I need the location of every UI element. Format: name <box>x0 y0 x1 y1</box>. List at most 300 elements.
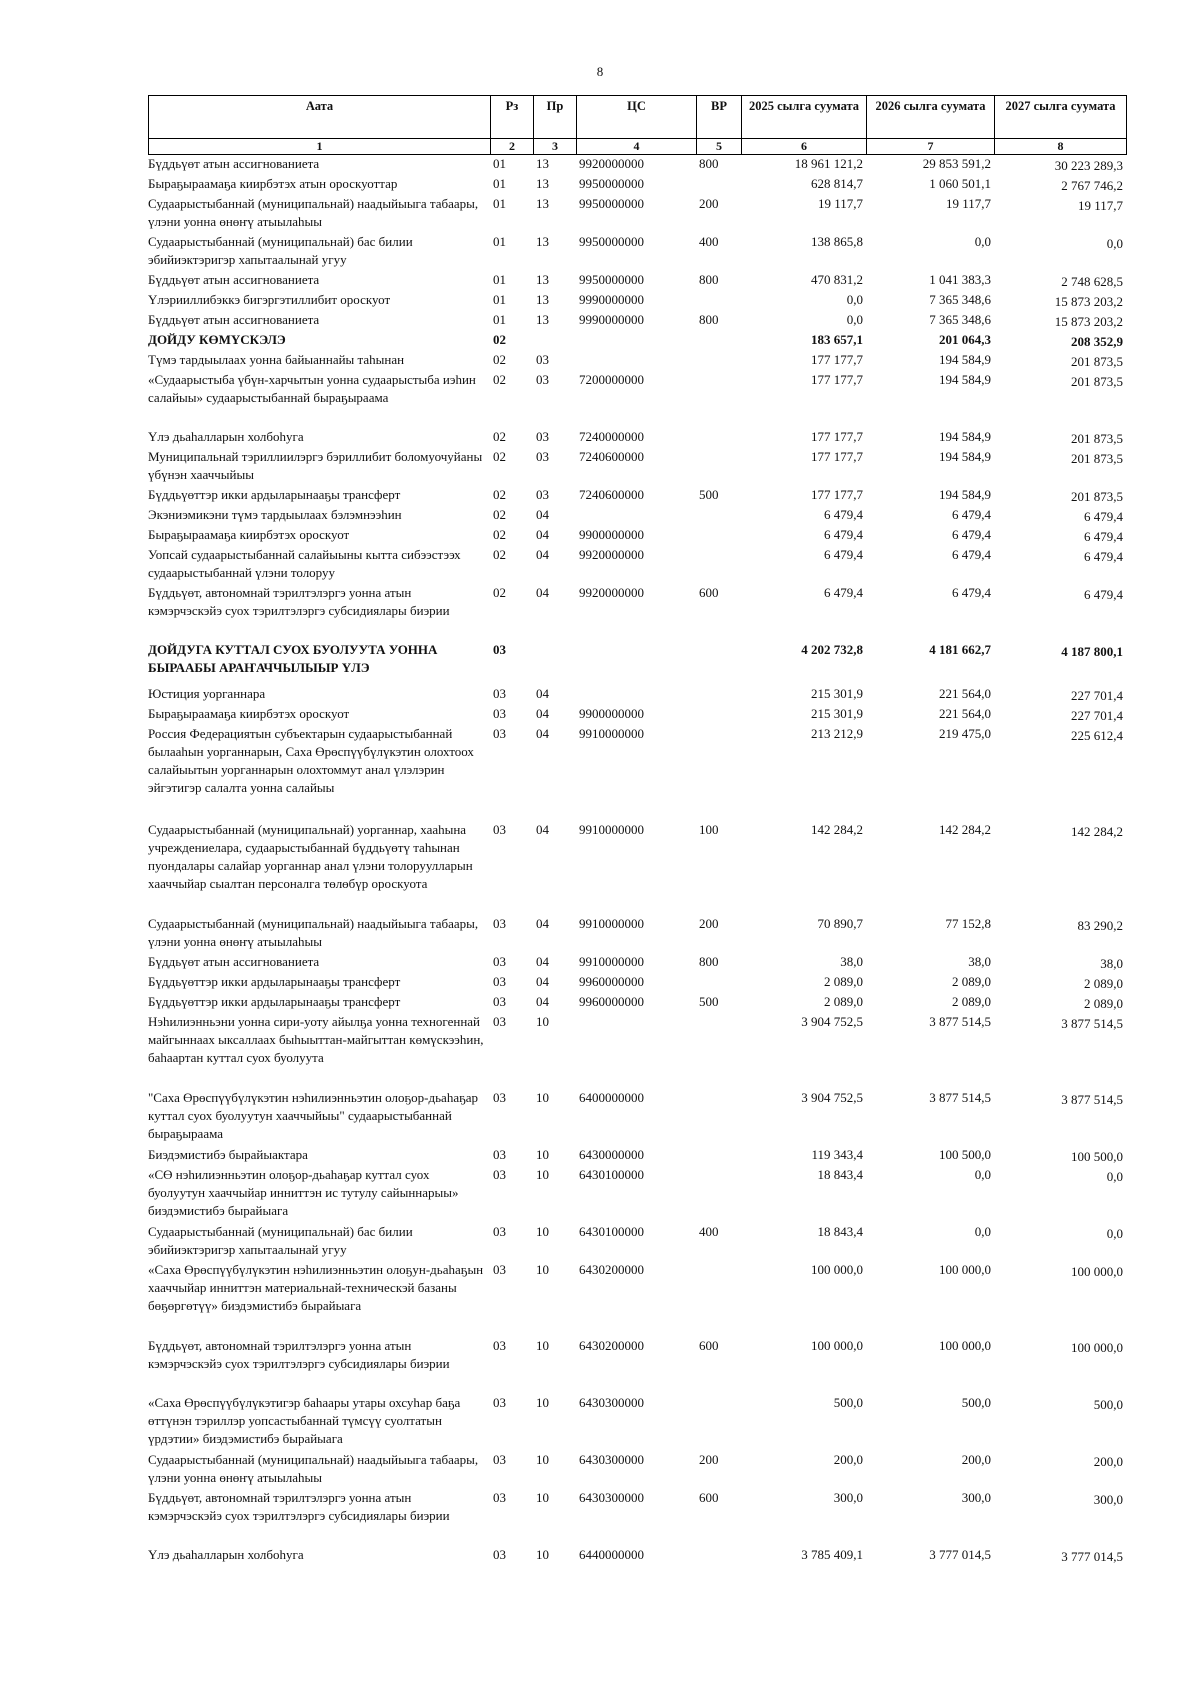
row-2025-cell: 470 831,2 <box>811 272 863 287</box>
row-pr-cell: 10 <box>536 1395 549 1410</box>
row-2026-cell: 194 584,9 <box>939 449 991 464</box>
table-row <box>148 705 1126 725</box>
row-2027-cell: 227 701,4 <box>1071 688 1123 703</box>
row-name-cell: Бүддьүөт атын ассигнованиета <box>148 156 320 171</box>
row-pr-cell: 13 <box>536 292 549 307</box>
row-pr-cell: 10 <box>536 1224 549 1239</box>
row-2027-cell: 19 117,7 <box>1077 198 1123 213</box>
col-number: 8 <box>995 139 1127 155</box>
page-number: 8 <box>596 64 604 79</box>
row-2027-cell: 227 701,4 <box>1071 708 1123 723</box>
row-name-cell: Быраҕыраамаҕа киирбэтэх ороскуот <box>148 527 350 542</box>
row-vr-cell <box>696 1261 741 1337</box>
row-name-cell: Юстиция уорганнара <box>148 686 266 701</box>
row-name-cell: Судаарыстыбаннай (муниципальнай) наадыйыыга табаары, үлэни уонна өнөҥү атыылаһыы <box>148 1452 479 1485</box>
row-2025-cell: 183 657,1 <box>811 332 863 347</box>
row-rz-cell: 02 <box>493 429 506 444</box>
row-rz-cell: 02 <box>493 332 506 347</box>
row-pr-cell: 04 <box>536 706 549 721</box>
row-name-cell: Судаарыстыбаннай (муниципальнай) наадыйыыга табаары, үлэни уонна өнөҥү атыылаһыы <box>148 916 479 949</box>
row-rz-cell: 02 <box>493 352 506 367</box>
row-name-cell: Бүддьүөттэр икки ардыларынааҕы трансферт <box>148 994 401 1009</box>
row-name-cell: Бүддьүөт атын ассигнованиета <box>148 272 320 287</box>
row-rz-cell: 01 <box>493 234 506 249</box>
row-name-cell: Нэһилиэнньэни уонна сири-уоту айылҕа уонна техногеннай майгыннаах ыксаллаах быһыыттан-майгыттан көмүскээһин, баһаартан куттал суох буолуута <box>148 1014 484 1065</box>
table-row <box>148 915 1126 953</box>
row-pr-cell <box>533 641 576 685</box>
row-2027-cell: 201 873,5 <box>1071 374 1123 389</box>
col-header-vr: ВР <box>697 96 742 139</box>
table-row <box>148 486 1126 506</box>
row-2026-cell: 0,0 <box>974 1167 991 1182</box>
row-2025-cell: 4 202 732,8 <box>801 642 863 657</box>
row-2025-cell: 19 117,7 <box>817 196 863 211</box>
row-2027-cell: 142 284,2 <box>1071 824 1123 839</box>
row-2025-cell: 177 177,7 <box>811 429 863 444</box>
row-cs-cell: 6430100000 <box>579 1224 644 1239</box>
row-2027-cell: 38,0 <box>1100 956 1123 971</box>
row-cs-cell: 9960000000 <box>579 994 644 1009</box>
row-2027-cell: 30 223 289,3 <box>1054 158 1123 173</box>
row-name-cell: «Саха Өрөспүүбүлүкэтигэр баһаары утары охсуһар баҕа өттүнэн тэриллэр уопсастыбаннай түмсүү суолтатын үрдэтии» биэдэмистибэ бырайыага <box>148 1395 461 1446</box>
row-cs-cell: 9960000000 <box>579 974 644 989</box>
table-row <box>148 1166 1126 1223</box>
row-vr-cell <box>696 351 741 371</box>
row-cs-cell: 6430200000 <box>579 1338 644 1353</box>
row-2027-cell: 201 873,5 <box>1071 354 1123 369</box>
row-cs-cell: 6400000000 <box>579 1090 644 1105</box>
col-header-rz: Рз <box>491 96 534 139</box>
row-2026-cell: 2 089,0 <box>952 974 991 989</box>
row-vr-cell: 800 <box>699 312 719 327</box>
row-name-cell: «СӨ нэһилиэнньэтин олоҕор-дьаһаҕар куттал суох буолуутун хааччыйар инниттэн ис тутулу сайыннарыы» биэдэмистибэ бырайыага <box>148 1167 459 1218</box>
row-rz-cell: 03 <box>493 1167 506 1182</box>
row-2025-cell: 177 177,7 <box>811 352 863 367</box>
table-row <box>148 973 1126 993</box>
row-2026-cell: 6 479,4 <box>952 585 991 600</box>
row-pr-cell: 10 <box>536 1167 549 1182</box>
row-2025-cell: 142 284,2 <box>811 822 863 837</box>
row-2027-cell: 83 290,2 <box>1077 918 1123 933</box>
row-vr-cell <box>696 175 741 195</box>
row-cs-cell: 6440000000 <box>579 1547 644 1562</box>
row-vr-cell <box>696 1546 741 1566</box>
row-name-cell: Бүддьүөт, автономнай тэрилтэлэргэ уонна атын кэмэрчэскэйэ суох тэрилтэлэргэ субсидиялары биэрии <box>148 585 450 618</box>
col-header-name: Аата <box>149 96 491 139</box>
col-number: 6 <box>742 139 867 155</box>
row-rz-cell: 02 <box>493 585 506 600</box>
table-row <box>148 371 1126 428</box>
row-2026-cell: 7 365 348,6 <box>929 292 991 307</box>
row-vr-cell <box>696 1146 741 1166</box>
row-2027-cell: 100 000,0 <box>1071 1340 1123 1355</box>
row-2026-cell: 221 564,0 <box>939 706 991 721</box>
row-cs-cell: 7240600000 <box>579 449 644 464</box>
row-vr-cell <box>696 685 741 705</box>
table-row <box>148 1261 1126 1337</box>
row-2026-cell: 200,0 <box>961 1452 991 1467</box>
row-pr-cell: 10 <box>536 1090 549 1105</box>
row-pr-cell: 04 <box>536 954 549 969</box>
row-cs-cell: 9900000000 <box>579 706 644 721</box>
row-2025-cell: 18 843,4 <box>817 1224 863 1239</box>
row-pr-cell: 13 <box>536 176 549 191</box>
row-2027-cell: 2 748 628,5 <box>1061 274 1123 289</box>
row-cs-cell <box>576 641 696 685</box>
row-rz-cell: 03 <box>493 954 506 969</box>
row-cs-cell: 6430300000 <box>579 1490 644 1505</box>
row-2027-cell: 201 873,5 <box>1071 431 1123 446</box>
row-2026-cell: 201 064,3 <box>939 332 991 347</box>
row-vr-cell: 200 <box>699 916 719 931</box>
row-vr-cell <box>696 428 741 448</box>
row-rz-cell: 03 <box>493 1547 506 1562</box>
row-2027-cell: 3 877 514,5 <box>1061 1016 1123 1031</box>
row-pr-cell: 04 <box>536 547 549 562</box>
row-2025-cell: 119 343,4 <box>811 1147 863 1162</box>
row-rz-cell: 03 <box>493 706 506 721</box>
row-2025-cell: 215 301,9 <box>811 706 863 721</box>
table-row <box>148 506 1126 526</box>
row-cs-cell: 9900000000 <box>579 527 644 542</box>
row-name-cell: Россия Федерациятын субъектарын судаарыстыбаннай былааһын уорганнарын, Саха Өрөспүүбүлүкэтин олохтоох салайыытын уорганнарын олохтоммут анал үлэлэрин эйгэтигэр салалта уонна салайыы <box>148 726 474 795</box>
row-2027-cell: 201 873,5 <box>1071 489 1123 504</box>
row-2025-cell: 500,0 <box>833 1395 863 1410</box>
table-row <box>148 546 1126 584</box>
row-pr-cell: 10 <box>536 1452 549 1467</box>
row-vr-cell: 400 <box>699 1224 719 1239</box>
row-2026-cell: 19 117,7 <box>945 196 991 211</box>
row-2026-cell: 7 365 348,6 <box>929 312 991 327</box>
row-2026-cell: 194 584,9 <box>939 352 991 367</box>
row-2025-cell: 2 089,0 <box>824 994 863 1009</box>
row-2026-cell: 194 584,9 <box>939 429 991 444</box>
row-pr-cell: 03 <box>536 429 549 444</box>
row-2025-cell: 100 000,0 <box>811 1338 863 1353</box>
row-vr-cell <box>696 546 741 584</box>
row-pr-cell: 13 <box>536 234 549 249</box>
row-cs-cell: 7200000000 <box>579 372 644 387</box>
row-2025-cell: 177 177,7 <box>811 487 863 502</box>
col-number: 4 <box>577 139 697 155</box>
row-2027-cell: 6 479,4 <box>1084 549 1123 564</box>
row-pr-cell: 04 <box>536 585 549 600</box>
row-2026-cell: 38,0 <box>968 954 991 969</box>
col-header-2027: 2027 сылга суумата <box>995 96 1127 139</box>
row-pr-cell: 04 <box>536 974 549 989</box>
row-2027-cell: 100 500,0 <box>1071 1149 1123 1164</box>
row-2025-cell: 18 843,4 <box>817 1167 863 1182</box>
row-name-cell: «Саха Өрөспүүбүлүкэтин нэһилиэнньэтин олоҕун-дьаһаҕын хааччыйар инниттэн материальнай-техническэй базаны бөҕөргөтүү» биэдэмистибэ бырайыага <box>148 1262 484 1313</box>
table-row <box>148 1546 1126 1566</box>
row-vr-cell: 600 <box>699 585 719 600</box>
row-cs-cell: 6430000000 <box>579 1147 644 1162</box>
row-2025-cell: 628 814,7 <box>811 176 863 191</box>
row-name-cell: "Саха Өрөспүүбүлүкэтин нэһилиэнньэтин олоҕор-дьаһаҕар куттал суох буолуутун хааччыйыы" судаарыстыбаннай быраҕыраама <box>148 1090 479 1141</box>
row-2026-cell: 300,0 <box>961 1490 991 1505</box>
row-name-cell: Түмэ тардыылаах уонна байыаннайы таһынан <box>148 352 405 367</box>
row-2026-cell: 2 089,0 <box>952 994 991 1009</box>
row-cs-cell: 7240000000 <box>579 429 644 444</box>
row-name-cell: Үлэ дьаһалларын холбоһуга <box>148 1547 304 1562</box>
row-vr-cell <box>696 725 741 821</box>
table-row <box>148 428 1126 448</box>
row-cs-cell <box>576 351 696 371</box>
table-row <box>148 1489 1126 1546</box>
row-name-cell: Экэниэмикэни түмэ тардыылаах бэлэмнээһин <box>148 507 402 522</box>
row-2025-cell: 3 904 752,5 <box>801 1014 863 1029</box>
col-header-cs: ЦС <box>577 96 697 139</box>
col-header-2026: 2026 сылга суумата <box>867 96 995 139</box>
row-pr-cell: 10 <box>536 1490 549 1505</box>
row-2026-cell: 0,0 <box>974 234 991 249</box>
row-vr-cell <box>696 1394 741 1451</box>
col-number: 3 <box>534 139 577 155</box>
table-row <box>148 155 1126 175</box>
row-pr-cell: 04 <box>536 507 549 522</box>
row-2026-cell: 3 877 514,5 <box>929 1090 991 1105</box>
row-pr-cell: 04 <box>536 994 549 1009</box>
row-2027-cell: 500,0 <box>1093 1397 1123 1412</box>
table-row <box>148 821 1126 915</box>
row-2026-cell: 6 479,4 <box>952 547 991 562</box>
row-2026-cell: 100 000,0 <box>939 1262 991 1277</box>
row-2026-cell: 3 777 014,5 <box>929 1547 991 1562</box>
row-cs-cell <box>576 331 696 351</box>
row-vr-cell <box>696 506 741 526</box>
row-rz-cell: 03 <box>493 642 506 657</box>
row-vr-cell <box>696 641 741 685</box>
row-vr-cell <box>696 705 741 725</box>
row-rz-cell: 03 <box>493 1490 506 1505</box>
row-cs-cell: 9950000000 <box>579 176 644 191</box>
row-name-cell: Судаарыстыбаннай (муниципальнай) уорганнар, хааһына учреждениелара, судаарыстыбаннай бүддьүөтү таһынан пуондалары салайар уорганнар анал үлэни толоруулларын хааччыйар сыалтан персоналга төлөбүр ороскуота <box>148 822 473 891</box>
table-body <box>148 155 1126 1566</box>
col-header-pr: Пр <box>534 96 577 139</box>
row-2026-cell: 194 584,9 <box>939 372 991 387</box>
row-pr-cell: 13 <box>536 156 549 171</box>
row-name-cell: Үлэрииллибэккэ бигэргэтиллибит ороскуот <box>148 292 391 307</box>
row-2025-cell: 3 785 409,1 <box>801 1547 863 1562</box>
row-2025-cell: 138 865,8 <box>811 234 863 249</box>
row-cs-cell: 9990000000 <box>579 312 644 327</box>
row-cs-cell: 6430100000 <box>579 1167 644 1182</box>
row-2027-cell: 208 352,9 <box>1071 334 1123 349</box>
row-name-cell: Бүддьүөт атын ассигнованиета <box>148 312 320 327</box>
row-vr-cell: 200 <box>699 1452 719 1467</box>
table-row <box>148 233 1126 271</box>
table-row <box>148 953 1126 973</box>
row-2026-cell: 3 877 514,5 <box>929 1014 991 1029</box>
row-name-cell: Үлэ дьаһалларын холбоһуга <box>148 429 304 444</box>
row-rz-cell: 03 <box>493 1090 506 1105</box>
table-row <box>148 175 1126 195</box>
row-vr-cell <box>696 526 741 546</box>
row-pr-cell: 13 <box>536 272 549 287</box>
row-name-cell: Быраҕыраамаҕа киирбэтэх атын ороскуоттар <box>148 176 398 191</box>
row-pr-cell: 04 <box>536 527 549 542</box>
row-vr-cell <box>696 291 741 311</box>
row-cs-cell: 9920000000 <box>579 585 644 600</box>
row-vr-cell <box>696 1166 741 1223</box>
row-rz-cell: 01 <box>493 272 506 287</box>
row-cs-cell: 9910000000 <box>579 822 644 837</box>
row-rz-cell: 02 <box>493 487 506 502</box>
row-2027-cell: 300,0 <box>1093 1492 1123 1507</box>
row-rz-cell: 02 <box>493 372 506 387</box>
table-row <box>148 351 1126 371</box>
row-cs-cell: 9950000000 <box>579 234 644 249</box>
row-pr-cell <box>533 331 576 351</box>
table-row <box>148 331 1126 351</box>
row-cs-cell: 7240600000 <box>579 487 644 502</box>
row-2027-cell: 200,0 <box>1093 1454 1123 1469</box>
row-2027-cell: 15 873 203,2 <box>1054 314 1123 329</box>
row-rz-cell: 02 <box>493 547 506 562</box>
row-2027-cell: 201 873,5 <box>1071 451 1123 466</box>
row-2026-cell: 1 041 383,3 <box>929 272 991 287</box>
row-name-cell: Бүддьүөт, автономнай тэрилтэлэргэ уонна атын кэмэрчэскэйэ суох тэрилтэлэргэ субсидиялары биэрии <box>148 1490 450 1523</box>
row-pr-cell: 10 <box>536 1547 549 1562</box>
row-pr-cell: 10 <box>536 1014 549 1029</box>
table-row <box>148 271 1126 291</box>
table-row <box>148 1089 1126 1146</box>
row-2025-cell: 0,0 <box>846 312 863 327</box>
row-rz-cell: 01 <box>493 176 506 191</box>
row-pr-cell: 03 <box>536 352 549 367</box>
row-rz-cell: 01 <box>493 196 506 211</box>
row-2025-cell: 177 177,7 <box>811 372 863 387</box>
row-vr-cell <box>696 973 741 993</box>
row-vr-cell <box>696 1089 741 1146</box>
row-pr-cell: 04 <box>536 726 549 741</box>
row-2027-cell: 3 877 514,5 <box>1061 1092 1123 1107</box>
row-2025-cell: 100 000,0 <box>811 1262 863 1277</box>
row-2026-cell: 29 853 591,2 <box>922 156 991 171</box>
row-cs-cell: 9910000000 <box>579 726 644 741</box>
row-2026-cell: 142 284,2 <box>939 822 991 837</box>
row-cs-cell: 9950000000 <box>579 272 644 287</box>
row-pr-cell: 03 <box>536 372 549 387</box>
row-2025-cell: 0,0 <box>846 292 863 307</box>
row-rz-cell: 03 <box>493 686 506 701</box>
table-row <box>148 1451 1126 1489</box>
row-pr-cell: 04 <box>536 686 549 701</box>
table-row <box>148 1337 1126 1394</box>
row-name-cell: Биэдэмистибэ бырайыактара <box>148 1147 308 1162</box>
table-row <box>148 1013 1126 1089</box>
row-2026-cell: 100 500,0 <box>939 1147 991 1162</box>
row-rz-cell: 03 <box>493 1147 506 1162</box>
table-row <box>148 311 1126 331</box>
row-2027-cell: 0,0 <box>1106 1169 1123 1184</box>
row-2027-cell: 15 873 203,2 <box>1054 294 1123 309</box>
table-row <box>148 725 1126 821</box>
row-cs-cell <box>576 1013 696 1089</box>
row-pr-cell: 10 <box>536 1338 549 1353</box>
row-2027-cell: 2 767 746,2 <box>1061 178 1123 193</box>
col-header-2025: 2025 сылга суумата <box>742 96 867 139</box>
row-2027-cell: 0,0 <box>1106 1226 1123 1241</box>
row-cs-cell: 6430200000 <box>579 1262 644 1277</box>
col-number: 2 <box>491 139 534 155</box>
row-rz-cell: 03 <box>493 1262 506 1277</box>
row-rz-cell: 01 <box>493 156 506 171</box>
table-row <box>148 291 1126 311</box>
row-pr-cell: 13 <box>536 312 549 327</box>
table-row <box>148 993 1126 1013</box>
row-2027-cell: 4 187 800,1 <box>1061 644 1123 659</box>
row-name-cell: Судаарыстыбаннай (муниципальнай) наадыйыыга табаары, үлэни уонна өнөҥү атыылаһыы <box>148 196 479 229</box>
row-2026-cell: 4 181 662,7 <box>929 642 991 657</box>
table-row <box>148 1223 1126 1261</box>
row-cs-cell: 9920000000 <box>579 156 644 171</box>
row-cs-cell <box>576 685 696 705</box>
row-2025-cell: 177 177,7 <box>811 449 863 464</box>
row-rz-cell: 03 <box>493 1224 506 1239</box>
table-row <box>148 526 1126 546</box>
table-row <box>148 685 1126 705</box>
row-cs-cell: 9990000000 <box>579 292 644 307</box>
col-number: 5 <box>697 139 742 155</box>
row-cs-cell: 9910000000 <box>579 916 644 931</box>
row-vr-cell <box>696 331 741 351</box>
row-vr-cell: 500 <box>699 487 719 502</box>
row-vr-cell: 400 <box>699 234 719 249</box>
row-2025-cell: 2 089,0 <box>824 974 863 989</box>
row-rz-cell: 03 <box>493 1452 506 1467</box>
row-2025-cell: 300,0 <box>833 1490 863 1505</box>
row-2025-cell: 215 301,9 <box>811 686 863 701</box>
row-vr-cell <box>696 371 741 428</box>
row-2025-cell: 70 890,7 <box>817 916 863 931</box>
row-2027-cell: 3 777 014,5 <box>1061 1549 1123 1564</box>
row-rz-cell: 02 <box>493 507 506 522</box>
row-cs-cell: 6430300000 <box>579 1452 644 1467</box>
row-cs-cell: 9910000000 <box>579 954 644 969</box>
row-2026-cell: 100 000,0 <box>939 1338 991 1353</box>
row-vr-cell <box>696 448 741 486</box>
row-2026-cell: 0,0 <box>974 1224 991 1239</box>
row-vr-cell: 200 <box>699 196 719 211</box>
row-2027-cell: 6 479,4 <box>1084 509 1123 524</box>
row-vr-cell: 600 <box>699 1490 719 1505</box>
row-2026-cell: 219 475,0 <box>939 726 991 741</box>
row-name-cell: Бүддьүөт атын ассигнованиета <box>148 954 320 969</box>
row-pr-cell: 10 <box>536 1147 549 1162</box>
row-2026-cell: 221 564,0 <box>939 686 991 701</box>
table-row <box>148 1394 1126 1451</box>
row-cs-cell: 6430300000 <box>579 1395 644 1410</box>
row-rz-cell: 03 <box>493 822 506 837</box>
row-2027-cell: 225 612,4 <box>1071 728 1123 743</box>
row-name-cell: Судаарыстыбаннай (муниципальнай) бас билии эбийиэктэригэр хапытаалынай угуу <box>148 234 413 267</box>
row-rz-cell: 03 <box>493 1338 506 1353</box>
table-row <box>148 584 1126 641</box>
row-rz-cell: 03 <box>493 916 506 931</box>
col-number: 7 <box>867 139 995 155</box>
row-name-cell: ДОЙДУГА КУТТАЛ СУОХ БУОЛУУТА УОННА БЫРААБЫ АРАҤАЧЧЫЛЫЫР ҮЛЭ <box>148 642 438 675</box>
row-pr-cell: 03 <box>536 487 549 502</box>
row-name-cell: Бүддьүөттэр икки ардыларынааҕы трансферт <box>148 974 401 989</box>
row-pr-cell: 03 <box>536 449 549 464</box>
row-vr-cell: 800 <box>699 272 719 287</box>
row-vr-cell <box>696 1013 741 1089</box>
row-2027-cell: 2 089,0 <box>1084 976 1123 991</box>
row-name-cell: Бүддьүөт, автономнай тэрилтэлэргэ уонна атын кэмэрчэскэйэ суох тэрилтэлэргэ субсидиялары биэрии <box>148 1338 450 1371</box>
row-pr-cell: 04 <box>536 822 549 837</box>
row-2025-cell: 18 961 121,2 <box>794 156 863 171</box>
